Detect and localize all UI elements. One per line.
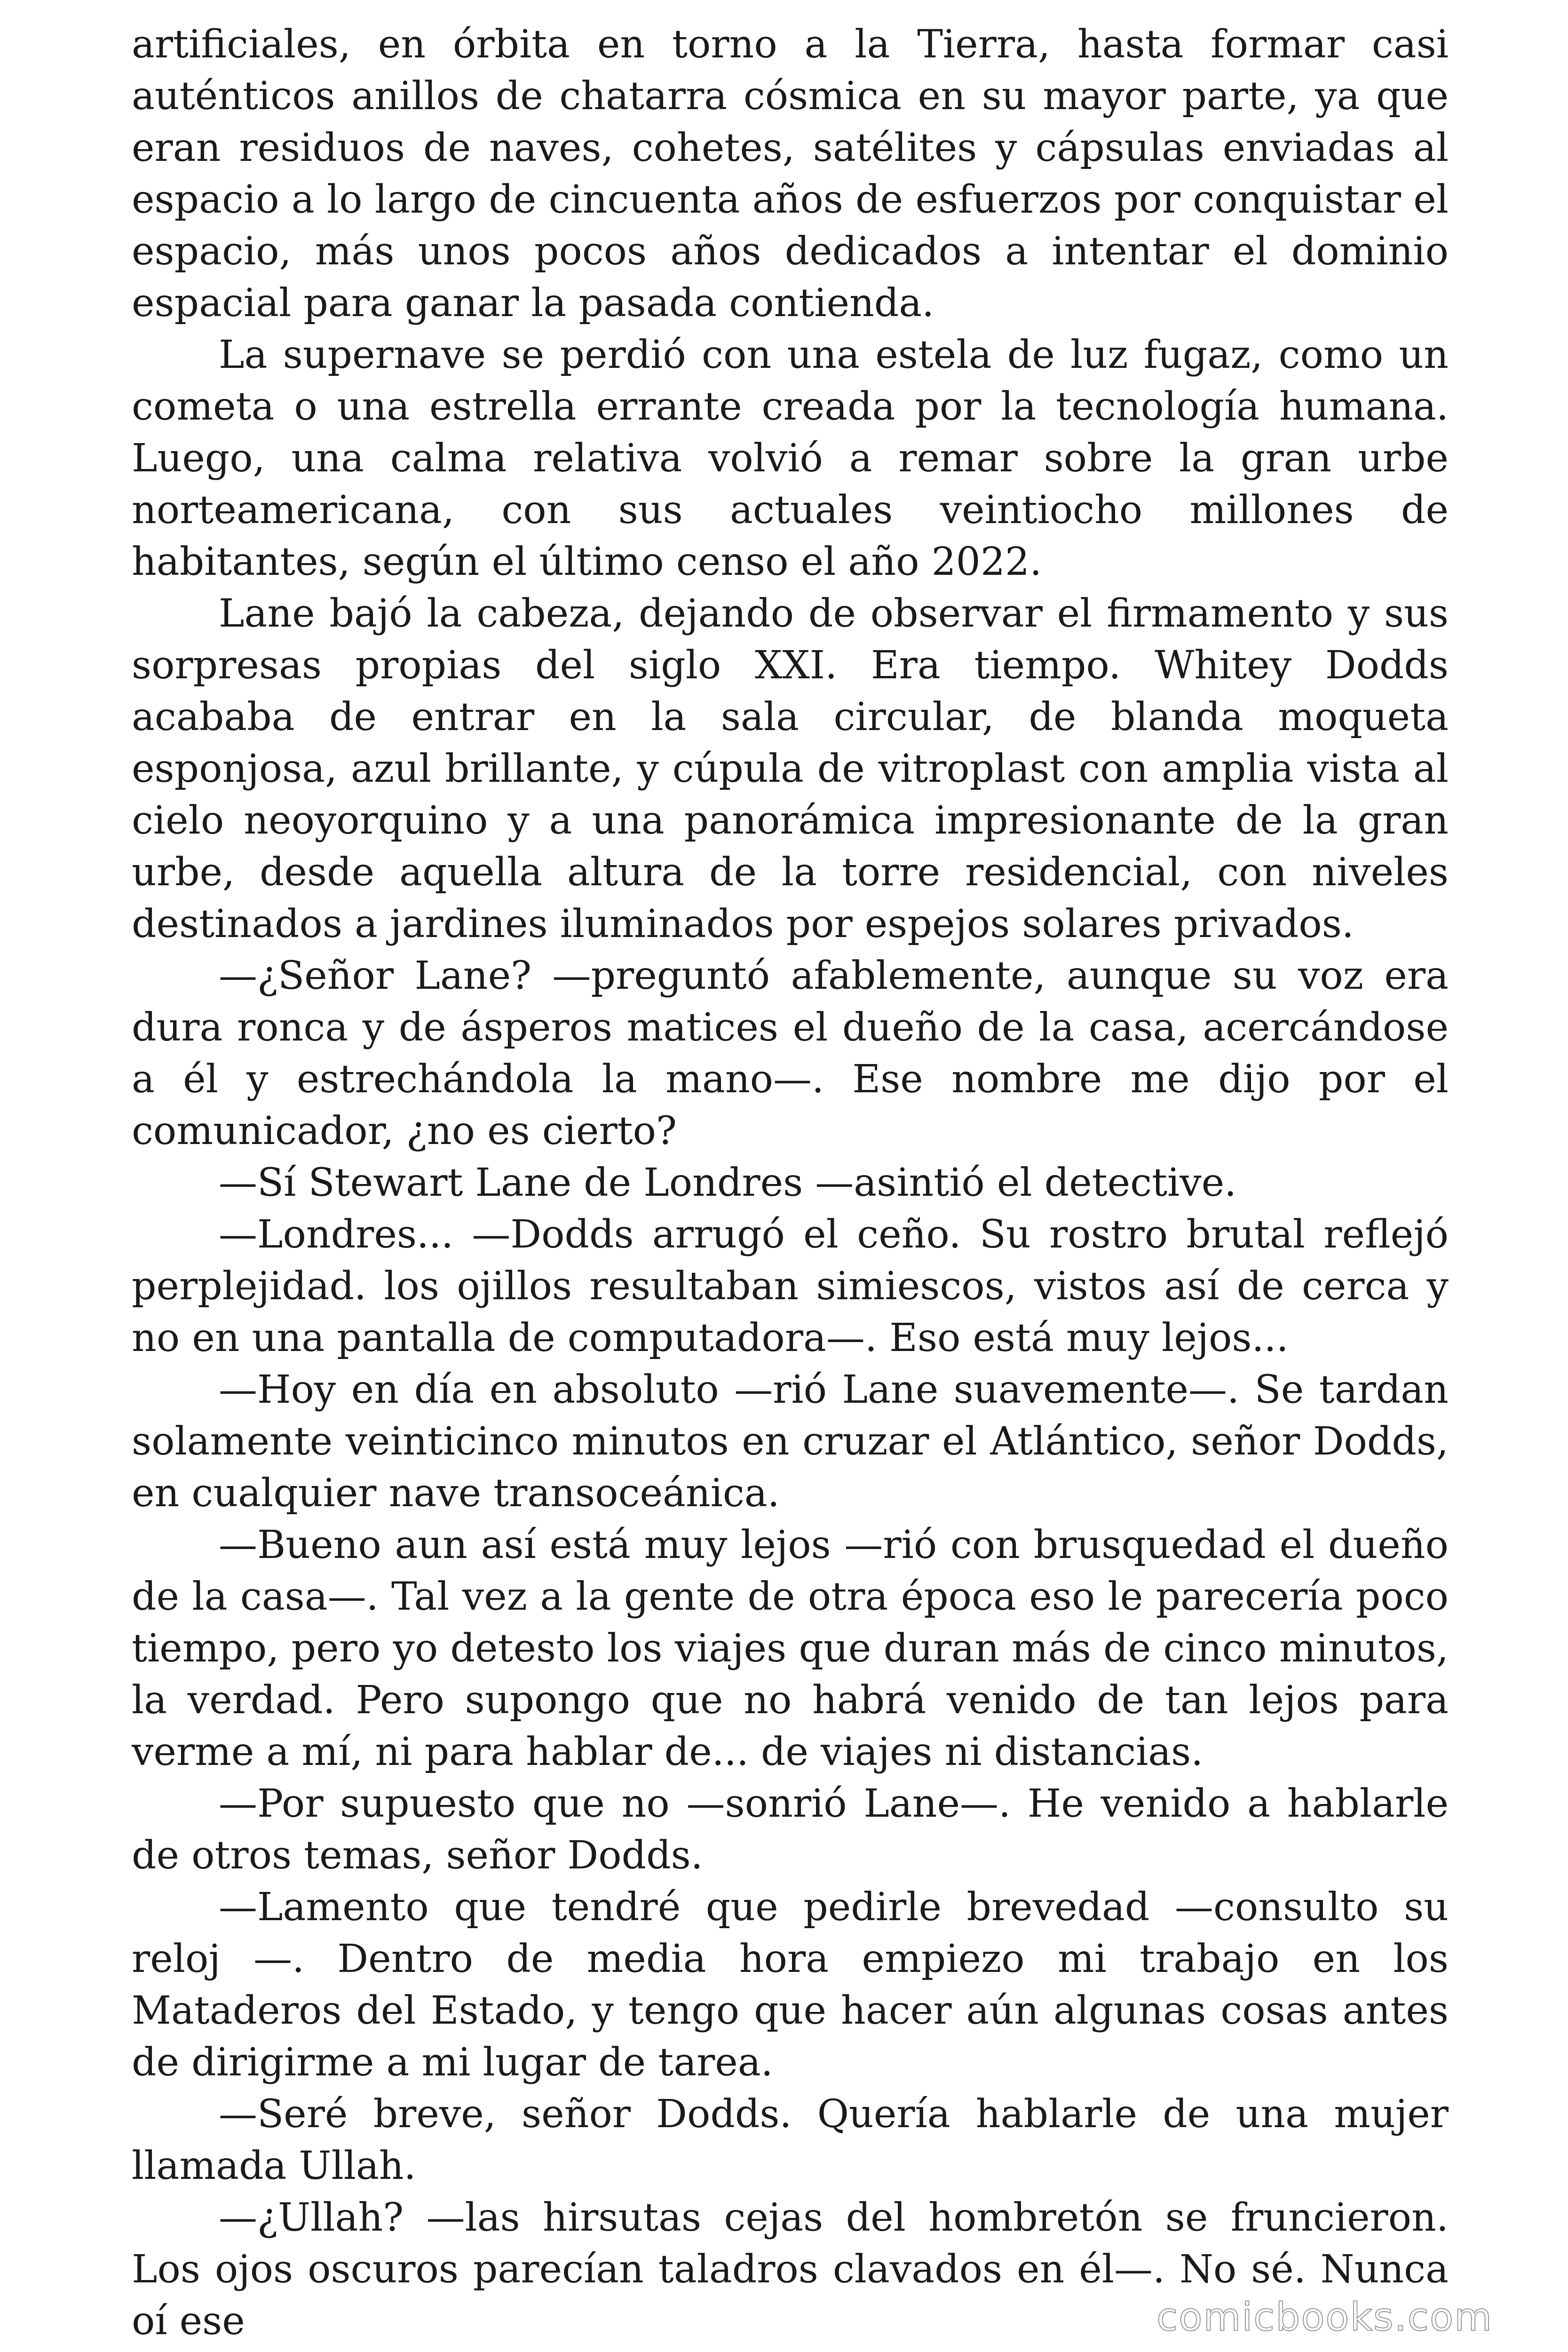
dialogue-paragraph: —Por supuesto que no —sonrió Lane—. He venido a hablarle de otros temas, señor Dodds. (132, 1781, 1449, 1878)
dialogue-paragraph: —¿Ullah? —las hirsutas cejas del hombretón se fruncieron. Los ojos oscuros parecían taladros clavados en él—. No sé. Nunca oí ese (132, 2195, 1449, 2344)
paragraph-continued: artificiales, en órbita en torno a la Tierra, hasta formar casi auténticos anillos de chatarra cósmica en su mayor parte, ya que eran residuos de naves, cohetes, satélites y cápsulas enviadas al espacio a lo largo de cincuenta años de esfuerzos por conquistar el espacio, más unos pocos años dedicados a intentar el dominio espacial para ganar la pasada contienda. (132, 22, 1449, 326)
dialogue-paragraph: —Bueno aun así está muy lejos —rió con brusquedad el dueño de la casa—. Tal vez a la gente de otra época eso le parecería poco tiempo, pero yo detesto los viajes que duran más de cinco minutos, la verdad. Pero supongo que no habrá venido de tan lejos para verme a mí, ni para hablar de... de viajes ni distancias. (132, 1523, 1449, 1774)
dialogue-paragraph: —Sí Stewart Lane de Londres —asintió el detective. (219, 1160, 1237, 1205)
dialogue-paragraph: —Londres... —Dodds arrugó el ceño. Su rostro brutal reflejó perplejidad. los ojillos resultaban simiescos, vistos así de cerca y no en una pantalla de computadora—. Eso está muy lejos... (132, 1212, 1449, 1360)
dialogue-paragraph: —Seré breve, señor Dodds. Quería hablarle de una mujer llamada Ullah. (132, 2092, 1449, 2188)
book-page-text (132, 19, 1449, 2343)
dialogue-paragraph: —Hoy en día en absoluto —rió Lane suavemente—. Se tardan solamente veinticinco minutos en cruzar el Atlántico, señor Dodds, en cualquier nave transoceánica. (132, 1367, 1449, 1516)
paragraph: La supernave se perdió con una estela de luz fugaz, como un cometa o una estrella errante creada por la tecnología humana. Luego, una calma relativa volvió a remar sobre la gran urbe norteamericana, con sus actuales veintiocho millones de habitantes, según el último censo el año 2022. (132, 333, 1449, 584)
dialogue-paragraph: —Lamento que tendré que pedirle brevedad —consulto su reloj —. Dentro de media hora empiezo mi trabajo en los Mataderos del Estado, y tengo que hacer aún algunas cosas antes de dirigirme a mi lugar de tarea. (132, 1885, 1449, 2085)
dialogue-paragraph: —¿Señor Lane? —preguntó afablemente, aunque su voz era dura ronca y de ásperos matices el dueño de la casa, acercándose a él y estrechándola la mano—. Ese nombre me dijo por el comunicador, ¿no es cierto? (132, 954, 1449, 1153)
paragraph: Lane bajó la cabeza, dejando de observar el firmamento y sus sorpresas propias del siglo XXI. Era tiempo. Whitey Dodds acababa de entrar en la sala circular, de blanda moqueta esponjosa, azul brillante, y cúpula de vitroplast con amplia vista al cielo neoyorquino y a una panorámica impresionante de la gran urbe, desde aquella altura de la torre residencial, con niveles destinados a jardines iluminados por espejos solares privados. (132, 591, 1449, 946)
site-watermark: comicbooks.com (1156, 2295, 1493, 2340)
